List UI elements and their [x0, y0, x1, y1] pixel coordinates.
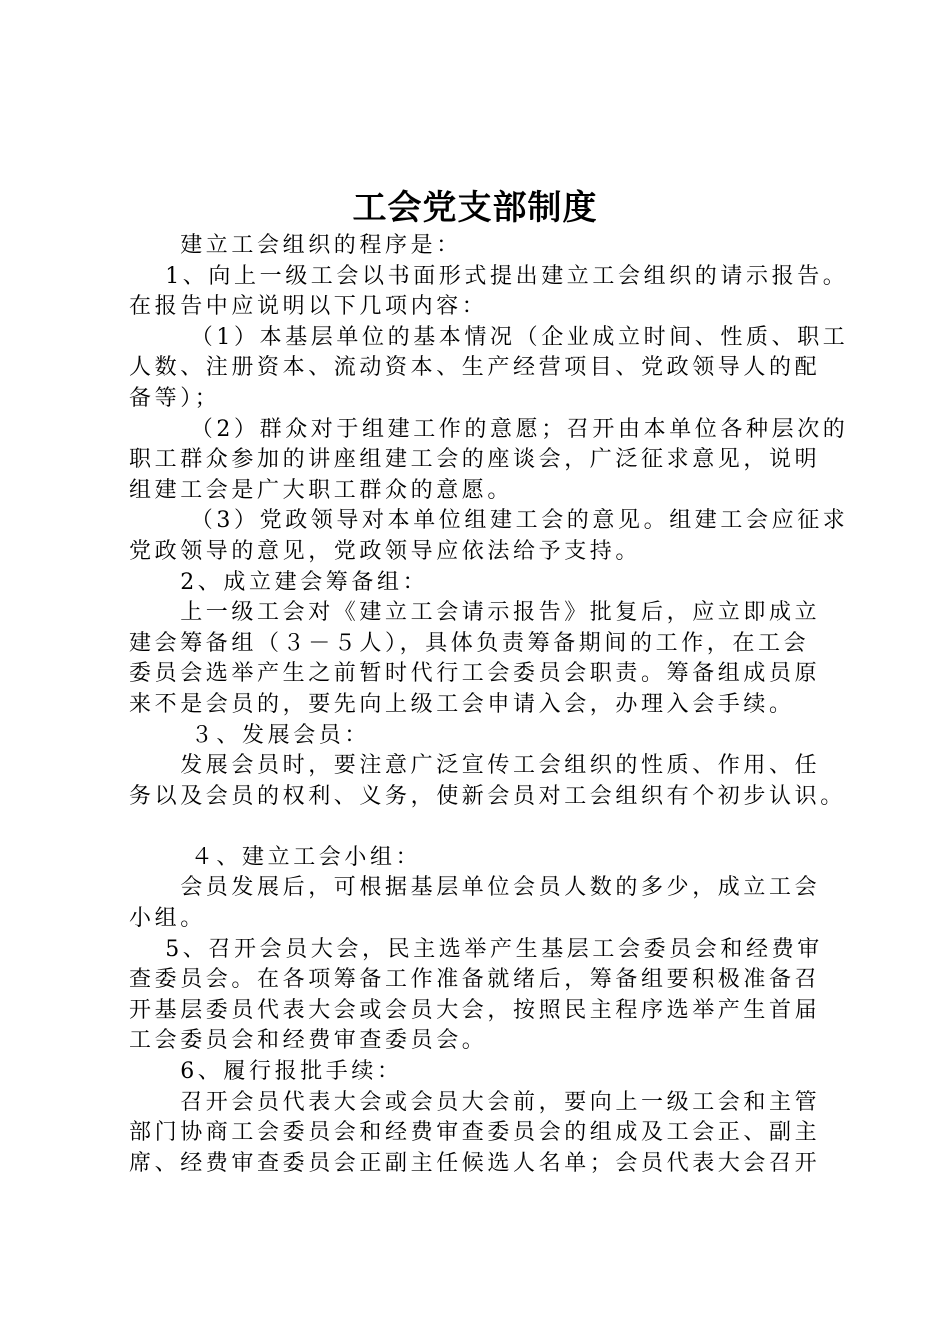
body-line: 工会委员会和经费审查委员会。 [129, 1028, 488, 1054]
body-line: 6、履行报批手续： [129, 1059, 403, 1085]
body-line: 来不是会员的，要先向上级工会申请入会，办理入会手续。 [129, 691, 795, 717]
document-body [129, 231, 854, 1179]
body-line: 在报告中应说明以下几项内容： [129, 294, 488, 320]
body-line: 组建工会是广大职工群众的意愿。 [129, 477, 514, 503]
body-line: 建立工会组织的程序是： [129, 233, 462, 258]
body-line: 召开会员代表大会或会员大会前，要向上一级工会和主管 [129, 1089, 821, 1115]
body-line: （2）群众对于组建工作的意愿；召开由本单位各种层次的 [129, 416, 849, 442]
body-line: ３、发展会员： [129, 722, 370, 748]
body-line: 5、召开会员大会，民主选举产生基层工会委员会和经费审 [129, 936, 823, 962]
body-line: 人数、注册资本、流动资本、生产经营项目、党政领导人的配 [129, 355, 821, 381]
body-line: （1）本基层单位的基本情况（企业成立时间、性质、职工 [129, 324, 849, 350]
body-line: 务以及会员的权利、义务，使新会员对工会组织有个初步认识。 [129, 783, 846, 809]
body-line: 备等）； [129, 385, 221, 411]
blank-line [129, 812, 854, 843]
body-line: 会员发展后，可根据基层单位会员人数的多少，成立工会 [129, 875, 821, 901]
body-line: 1、向上一级工会以书面形式提出建立工会组织的请示报告。 [129, 263, 849, 289]
body-line: 2、成立建会筹备组： [129, 569, 429, 595]
body-line: 委员会选举产生之前暂时代行工会委员会职责。筹备组成员原 [129, 661, 821, 687]
body-line: 上一级工会对《建立工会请示报告》批复后，应立即成立 [129, 600, 821, 626]
body-line: 席、经费审查委员会正副主任候选人名单；会员代表大会召开 [129, 1150, 821, 1176]
document-title: 工会党支部制度 [352, 188, 598, 228]
body-line: 部门协商工会委员会和经费审查委员会的组成及工会正、副主 [129, 1120, 821, 1146]
body-line: （3）党政领导对本单位组建工会的意见。组建工会应征求 [129, 508, 849, 534]
body-line: ４、建立工会小组： [129, 844, 422, 870]
body-line: 小组。 [129, 906, 206, 932]
body-line: 党政领导的意见，党政领导应依法给予支持。 [129, 538, 642, 564]
body-line: 职工群众参加的讲座组建工会的座谈会，广泛征求意见，说明 [129, 447, 821, 473]
body-line: 查委员会。在各项筹备工作准备就绪后，筹备组要积极准备召 [129, 967, 821, 993]
body-line: 开基层委员代表大会或会员大会，按照民主程序选举产生首届 [129, 997, 821, 1023]
body-line: 发展会员时，要注意广泛宣传工会组织的性质、作用、任 [129, 753, 821, 779]
body-line: 建会筹备组（３－５人），具体负责筹备期间的工作，在工会 [129, 630, 810, 656]
